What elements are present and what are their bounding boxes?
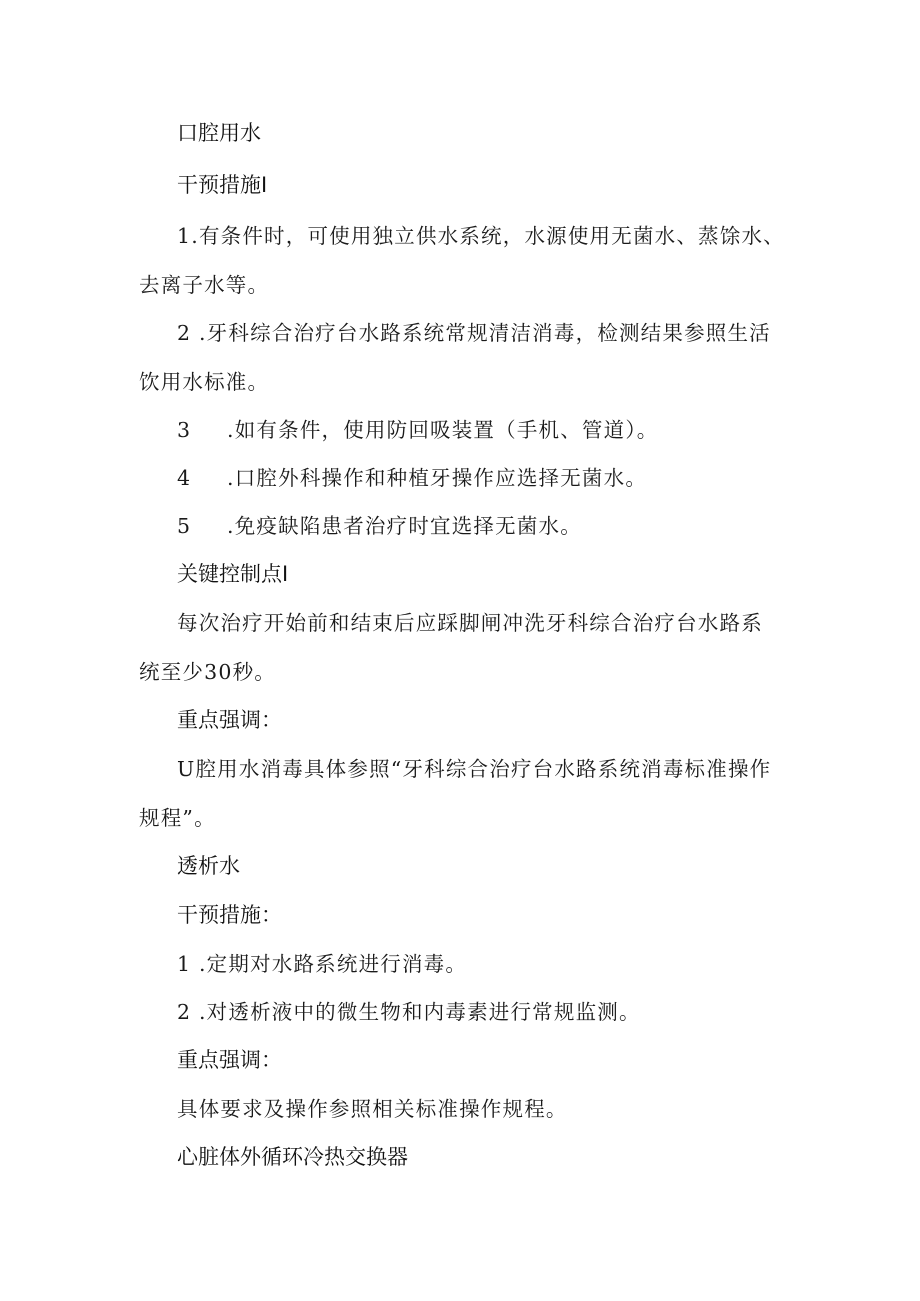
key-control-heading: 关键控制点I — [177, 562, 289, 586]
dialysis-item-2: 2 .对透析液中的微生物和内毒素进行常规监测。 — [177, 1000, 641, 1024]
oral-item-5 — [177, 516, 582, 537]
oral-item-1-line-1: 1.有条件时，可使用独立供水系统，水源使用无菌水、蒸馀水、 — [177, 224, 785, 248]
item-number: 5 — [177, 514, 192, 538]
dialysis-emphasis-heading: 重点强调： — [177, 1048, 282, 1072]
oral-item-1-line-2: 去离子水等。 — [139, 273, 270, 297]
dialysis-emphasis-text: 具体要求及操作参照相关标准操作规程。 — [177, 1097, 568, 1121]
emphasis-line-1: U腔用水消毒具体参照“牙科综合治疗台水路系统消毒标准操作 — [177, 757, 772, 781]
oral-item-4 — [177, 468, 647, 489]
section-title-oral-water: 口腔用水 — [177, 121, 261, 145]
item-number: 3 — [177, 418, 192, 442]
section-title-dialysis-water: 透析水 — [177, 854, 240, 878]
section-title-heart-exchanger: 心脏体外循环冷热交换器 — [177, 1145, 408, 1169]
emphasis-heading: 重点强调： — [177, 708, 282, 732]
intervention-heading: 干预措施I — [177, 173, 268, 197]
item-text: .免疫缺陷患者治疗时宜选择无菌水。 — [227, 514, 582, 538]
oral-item-2-line-2: 饮用水标准。 — [139, 370, 270, 394]
item-text: .如有条件，使用防回吸装置（手机、管道）。 — [227, 418, 659, 442]
dialysis-intervention-heading: 干预措施： — [177, 903, 282, 927]
dialysis-item-1: 1 .定期对水路系统进行消毒。 — [177, 952, 468, 976]
emphasis-line-2: 规程”。 — [139, 806, 216, 830]
oral-item-2-line-1: 2 .牙科综合治疗台水路系统常规清洁消毒，检测结果参照生活 — [177, 321, 771, 345]
key-control-line-2: 统至少30秒。 — [139, 660, 276, 684]
item-text: .口腔外科操作和种植牙操作应选择无菌水。 — [227, 466, 648, 490]
oral-item-3 — [177, 420, 658, 441]
key-control-line-1: 每次治疗开始前和结束后应踩脚闸冲洗牙科综合治疗台水路系 — [177, 611, 763, 635]
item-number: 4 — [177, 466, 192, 490]
